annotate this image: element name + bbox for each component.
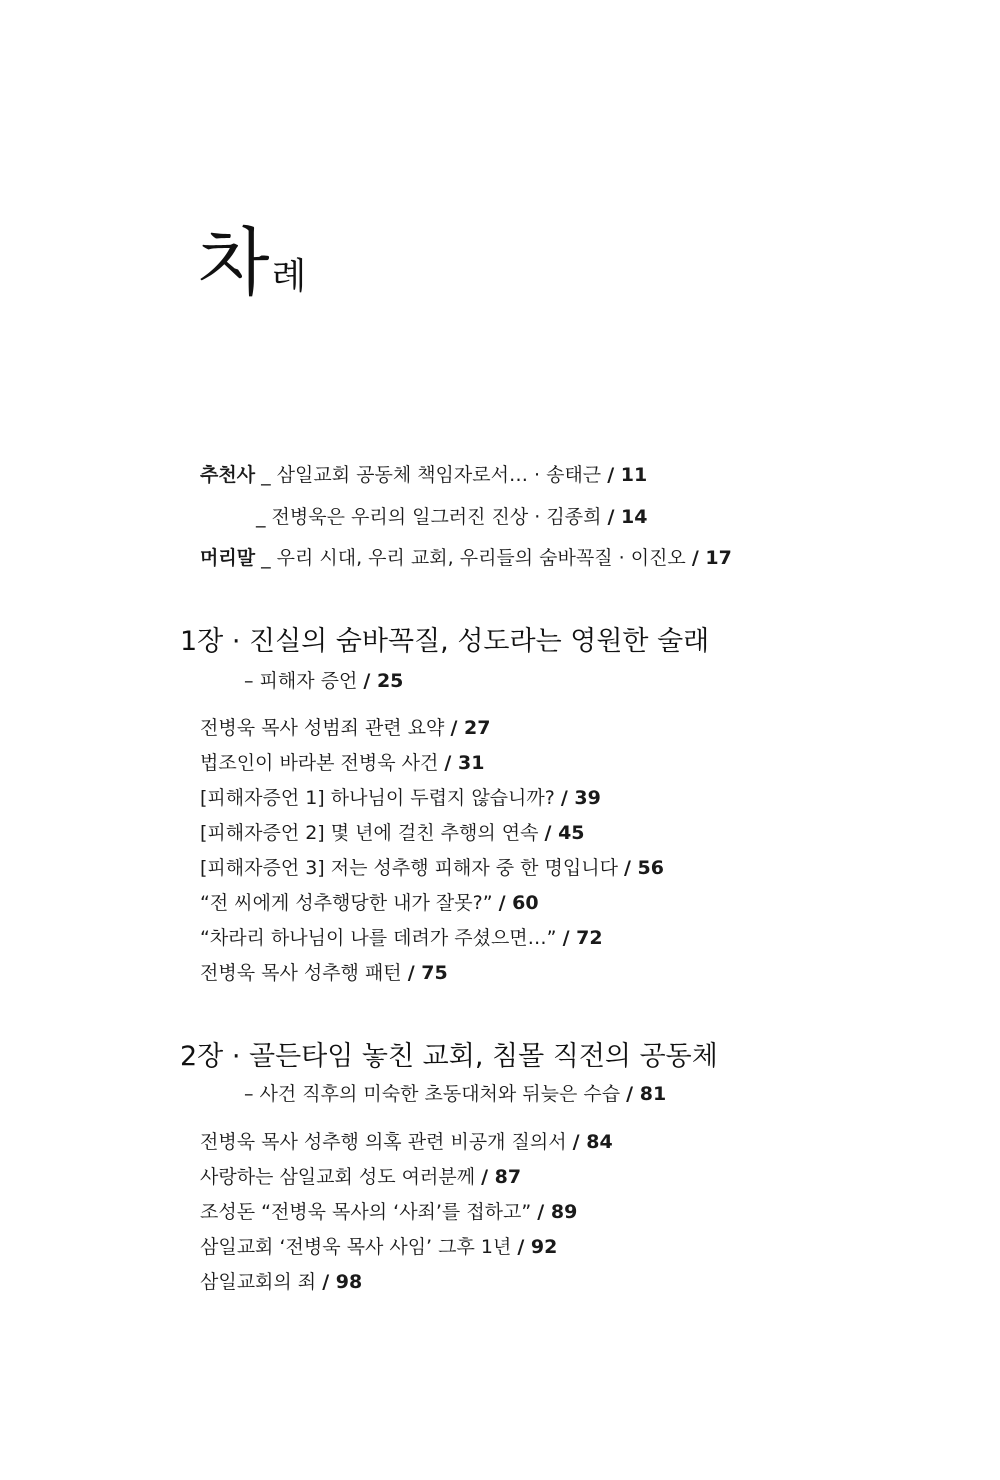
toc-entry [200, 1133, 613, 1152]
toc-entry-page: / 92 [517, 1236, 558, 1258]
front-matter-text: _ 우리 시대, 우리 교회, 우리들의 숨바꼭질 · 이진오 [261, 547, 686, 569]
chapter-2-title: 2장 · 골든타임 놓친 교회, 침몰 직전의 공동체 [180, 1041, 718, 1072]
toc-title-main: 차 [198, 220, 270, 306]
front-matter-page: / 17 [691, 547, 732, 569]
chapter-subtitle-text: – 피해자 증언 [244, 670, 358, 692]
toc-entry-text: [피해자증언 1] 하나님이 두렵지 않습니까? [200, 787, 555, 809]
chapter-1-title: 1장 · 진실의 숨바꼭질, 성도라는 영원한 술래 [180, 626, 710, 657]
toc-entry-page: / 98 [322, 1271, 363, 1293]
front-matter-page: / 11 [607, 464, 648, 486]
toc-entry-text: [피해자증언 3] 저는 성추행 피해자 중 한 명입니다 [200, 857, 618, 879]
toc-entry [200, 754, 484, 773]
front-matter-label: 머리말 [200, 547, 256, 569]
toc-entry [200, 1168, 521, 1187]
front-matter-item [256, 508, 648, 527]
toc-entry-text: [피해자증언 2] 몇 년에 걸친 추행의 연속 [200, 822, 539, 844]
toc-entry [200, 1273, 362, 1292]
front-matter-label: 추천사 [200, 464, 256, 486]
toc-entry-page: / 45 [544, 822, 585, 844]
toc-entry [200, 859, 664, 878]
chapter-1-subtitle [244, 672, 403, 691]
toc-entry-text: “차라리 하나님이 나를 데려가 주셨으면…” [200, 927, 557, 949]
toc-entry-page: / 31 [444, 752, 485, 774]
toc-entry-text: 전병욱 목사 성범죄 관련 요약 [200, 717, 445, 739]
toc-entry [200, 929, 603, 948]
toc-entry-text: 삼일교회 ‘전병욱 목사 사임’ 그후 1년 [200, 1236, 512, 1258]
toc-entry-page: / 84 [572, 1131, 613, 1153]
toc-title [198, 220, 307, 306]
toc-entry-page: / 72 [562, 927, 603, 949]
toc-entry-text: 전병욱 목사 성추행 의혹 관련 비공개 질의서 [200, 1131, 567, 1153]
chapter-subtitle-page: / 25 [363, 670, 404, 692]
chapter-subtitle-text: – 사건 직후의 미숙한 초동대처와 뒤늦은 수습 [244, 1083, 621, 1105]
toc-entry-text: 조성돈 “전병욱 목사의 ‘사죄’를 접하고” [200, 1201, 532, 1223]
toc-entry-page: / 87 [481, 1166, 522, 1188]
toc-entry [200, 894, 539, 913]
toc-entry-page: / 60 [498, 892, 539, 914]
toc-entry-page: / 75 [407, 962, 448, 984]
toc-entry-text: 법조인이 바라본 전병욱 사건 [200, 752, 439, 774]
front-matter-text: _ 삼일교회 공동체 책임자로서… · 송태근 [261, 464, 602, 486]
toc-entry [200, 1238, 557, 1257]
chapter-2-subtitle [244, 1085, 666, 1104]
toc-entry-text: “전 씨에게 성추행당한 내가 잘못?” [200, 892, 493, 914]
front-matter-item [200, 549, 732, 568]
chapter-subtitle-page: / 81 [626, 1083, 667, 1105]
toc-entry-text: 삼일교회의 죄 [200, 1271, 317, 1293]
toc-entry [200, 1203, 577, 1222]
toc-entry-page: / 27 [450, 717, 491, 739]
front-matter-page: / 14 [607, 506, 648, 528]
toc-entry [200, 964, 448, 983]
toc-entry [200, 789, 601, 808]
toc-entry [200, 824, 585, 843]
toc-entry-page: / 56 [623, 857, 664, 879]
toc-entry [200, 719, 490, 738]
toc-entry-page: / 89 [537, 1201, 578, 1223]
toc-entry-text: 사랑하는 삼일교회 성도 여러분께 [200, 1166, 476, 1188]
toc-entry-text: 전병욱 목사 성추행 패턴 [200, 962, 402, 984]
toc-entry-page: / 39 [560, 787, 601, 809]
toc-title-rest: 례 [271, 256, 307, 297]
front-matter-item [200, 466, 647, 485]
front-matter-text: _ 전병욱은 우리의 일그러진 진상 · 김종희 [256, 506, 602, 528]
